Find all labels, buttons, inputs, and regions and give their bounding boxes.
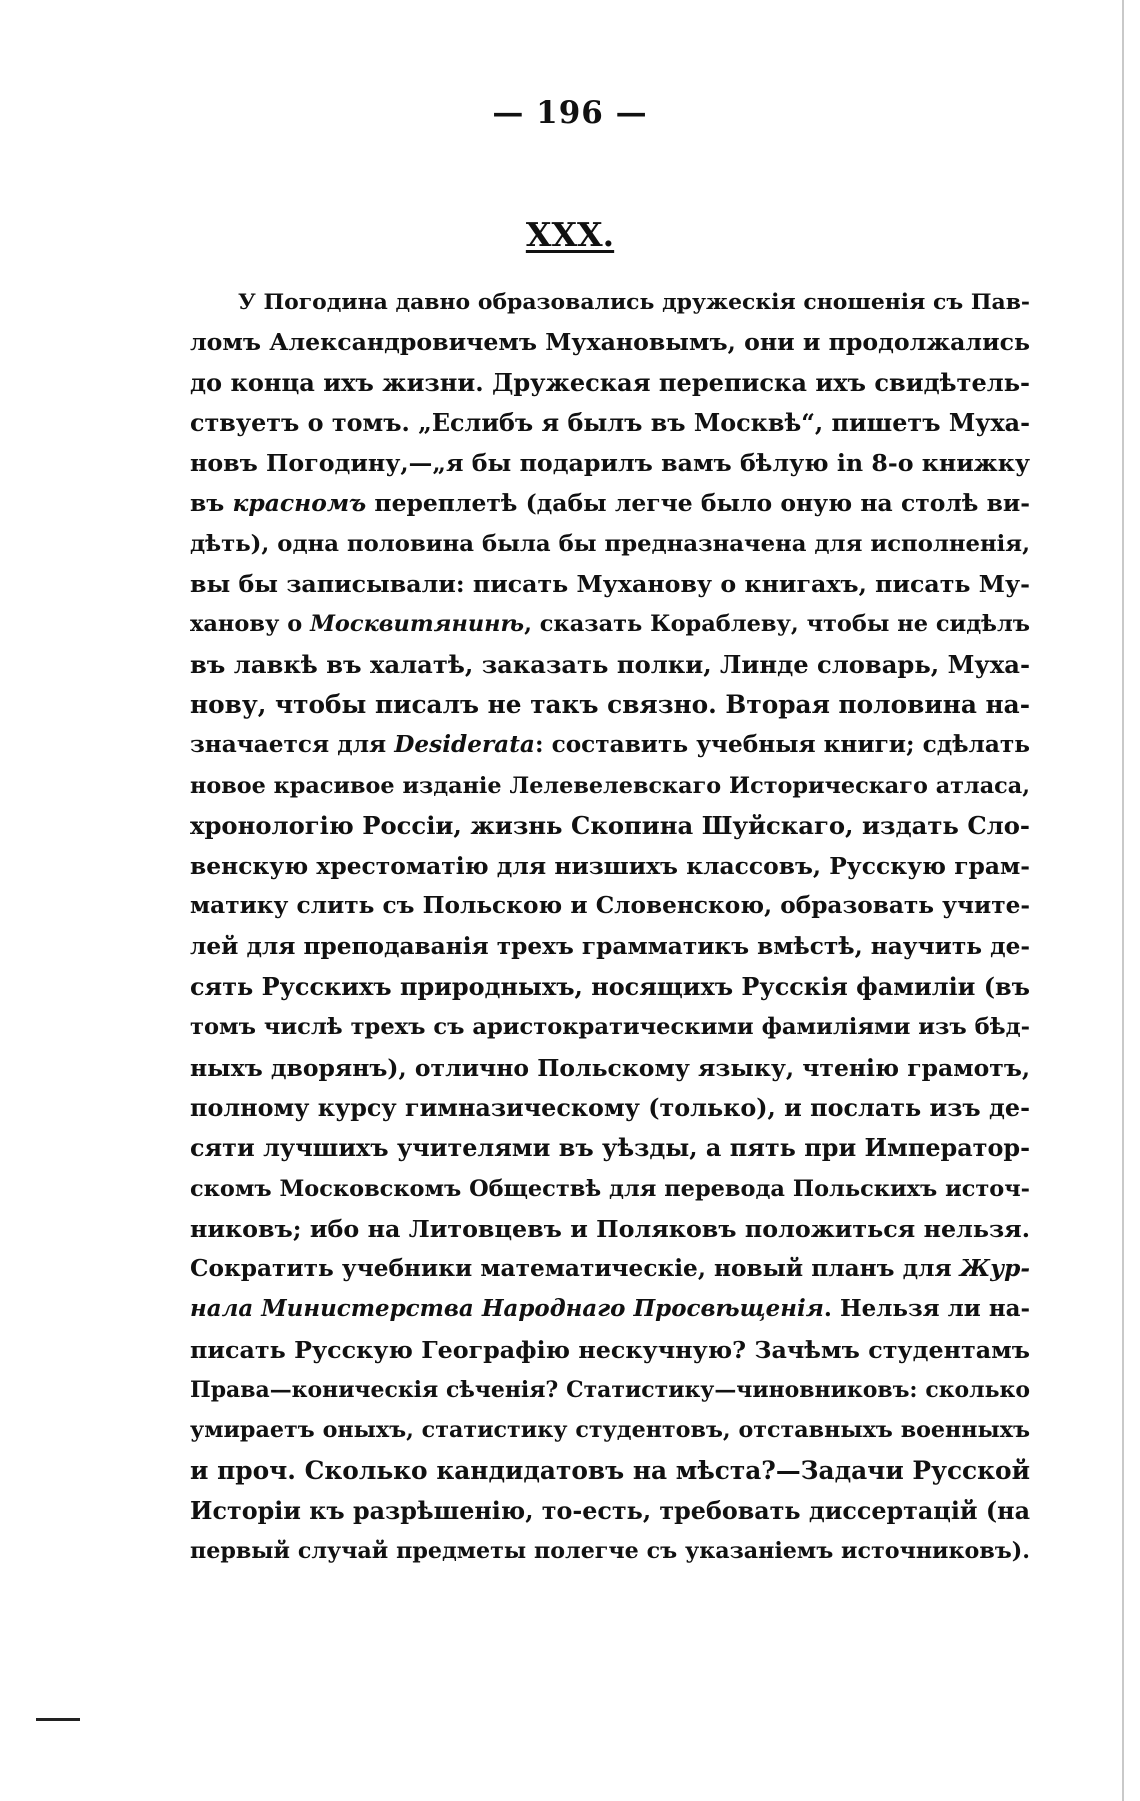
italic-segment: красномъ: [232, 489, 367, 518]
page-edge-rule: [1122, 0, 1124, 1801]
text-line: дѣть), одна половина была бы предназначена для исполненія,: [190, 530, 1030, 557]
text-segment: . Нельзя ли на-: [823, 1295, 1031, 1323]
text-line: Исторіи къ разрѣшенію, то-есть, требовать диссертацій (на: [190, 1496, 1030, 1525]
text-line: полному курсу гимназическому (только), и послать изъ де-: [190, 1093, 1030, 1122]
text-line: томъ числѣ трехъ съ аристократическими фамиліями изъ бѣд-: [190, 1014, 1030, 1041]
text-line: [190, 604, 1030, 644]
page-number: — 196 —: [492, 95, 648, 131]
text-line: ствуетъ о томъ. „Еслибъ я былъ въ Москвѣ“, пишетъ Муха-: [190, 408, 1030, 437]
text-line: ломъ Александровичемъ Мухановымъ, они и продолжались: [190, 328, 1030, 357]
text-segment: въ: [190, 489, 233, 518]
text-line: [190, 725, 1030, 765]
chapter-heading-text: XXX.: [525, 215, 615, 254]
italic-segment: Жур-: [959, 1255, 1030, 1283]
text-segment: ханову о: [190, 611, 311, 638]
text-line: новое красивое изданіе Лелевелевскаго Историческаго атласа,: [190, 772, 1030, 799]
text-segment: переплетѣ (дабы легче было оную на столѣ ви-: [366, 489, 1030, 518]
text-line: въ лавкѣ въ халатѣ, заказать полки, Линде словарь, Муха-: [190, 649, 1030, 679]
text-line: сять Русскихъ природныхъ, носящихъ Русскія фамиліи (въ: [190, 973, 1030, 1002]
text-line: Права—коническія сѣченія? Статистику—чиновниковъ: сколько: [190, 1377, 1030, 1404]
text-line: ныхъ дворянъ), отлично Польскому языку, чтенію грамотъ,: [190, 1053, 1030, 1082]
text-line: вы бы записывали: писать Муханову о книгахъ, писать Му-: [190, 570, 1030, 599]
italic-segment: Москвитянинѣ: [310, 611, 525, 638]
text-line: [190, 1289, 1030, 1329]
text-segment: Сократить учебники математическіе, новый планъ для: [190, 1255, 960, 1283]
text-line: и проч. Сколько кандидатовъ на мѣста?—Задачи Русской: [190, 1455, 1030, 1485]
text-line: скомъ Московскомъ Обществѣ для перевода Польскихъ источ-: [190, 1175, 1030, 1202]
italic-segment: нала Министерства Народнаго Просвѣщенія: [190, 1295, 824, 1323]
text-line: сяти лучшихъ учителями въ уѣзды, а пять при Император-: [190, 1134, 1030, 1163]
text-segment: , сказать Кораблеву, чтобы не сидѣлъ: [524, 611, 1031, 638]
text-line: [190, 1249, 1030, 1289]
text-line: У Погодина давно образовались дружескія сношенія съ Пав-: [238, 289, 1030, 315]
text-line: [190, 483, 1030, 523]
text-line: до конца ихъ жизни. Дружеская переписка ихъ свидѣтель-: [190, 367, 1030, 397]
text-line: новъ Погодину,—„я бы подарилъ вамъ бѣлую in 8-о книжку: [190, 449, 1030, 478]
text-line: лей для преподаванія трехъ грамматикъ вмѣстѣ, научить де-: [190, 932, 1030, 960]
text-line: умираетъ оныхъ, статистику студентовъ, отставныхъ военныхъ: [190, 1417, 1030, 1444]
text-line: венскую хрестоматію для низшихъ классовъ, Русскую грам-: [190, 852, 1030, 881]
chapter-heading: [0, 215, 1140, 254]
margin-dash-mark: [36, 1718, 80, 1721]
text-line: первый случай предметы полегче съ указаніемъ источниковъ).: [190, 1538, 1030, 1565]
text-line: писать Русскую Географію нескучную? Зачѣмъ студентамъ: [190, 1335, 1030, 1364]
text-line: никовъ; ибо на Литовцевъ и Поляковъ положиться нельзя.: [190, 1214, 1030, 1243]
text-line: хронологію Россіи, жизнь Скопина Шуйскаго, издать Сло-: [190, 810, 1030, 840]
text-segment: значается для: [190, 731, 395, 759]
text-segment: : составить учебныя книги; сдѣлать: [534, 731, 1030, 759]
text-line: нову, чтобы писалъ не такъ связно. Вторая половина на-: [190, 689, 1030, 719]
body-text: [190, 282, 1030, 1572]
italic-segment: Desiderata: [394, 731, 535, 759]
text-line: матику слить съ Польскою и Словенскою, образовать учите-: [190, 892, 1030, 920]
